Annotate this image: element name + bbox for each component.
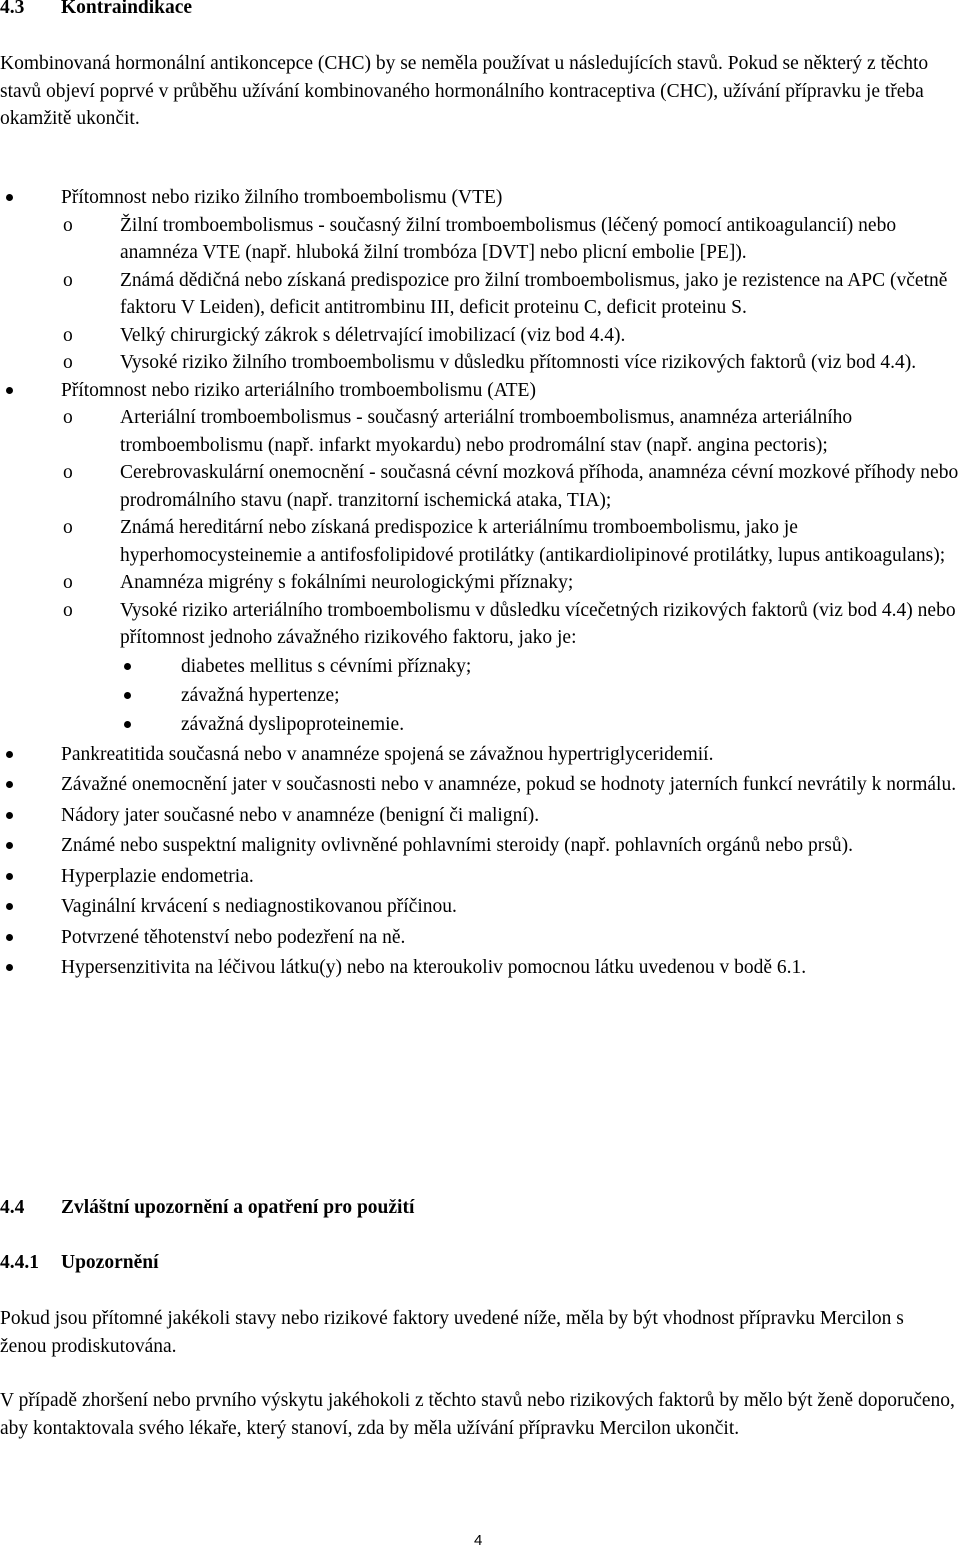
sublist-item [0, 597, 960, 739]
bullet-icon [6, 964, 13, 971]
page-number: 4 [474, 1532, 483, 1549]
sublist-item [0, 459, 960, 514]
list-item [0, 832, 960, 860]
sublist-item-text: Vysoké riziko arteriálního tromboembolismu v důsledku vícečetných rizikových faktorů (viz bod 4.4) nebo přítomnost jednoho závažného rizikového faktoru, jako je: [120, 599, 956, 648]
sublist-item [0, 322, 960, 350]
bullet-icon [6, 842, 13, 849]
sublist-item-text: Velký chirurgický zákrok s déletrvající imobilizací (viz bod 4.4). [120, 324, 626, 346]
circle-bullet-icon: o [63, 407, 73, 428]
section-title: Kontraindikace [61, 0, 193, 18]
list-item-ate [0, 377, 960, 739]
contraindication-list [0, 184, 960, 982]
section-number: 4.4 [0, 1197, 25, 1218]
sublist-item [0, 349, 960, 377]
bullet-icon [124, 692, 131, 699]
sub-sublist-item [0, 710, 960, 739]
list-item-vte [0, 184, 960, 377]
circle-bullet-icon: o [63, 572, 73, 593]
list-item [0, 863, 960, 891]
list-item [0, 771, 960, 799]
section-title: Zvláštní upozornění a opatření pro použití [61, 1197, 415, 1218]
list-item [0, 893, 960, 921]
list-item-text: Pankreatitida současná nebo v anamnéze spojená se závažnou hypertriglyceridemií. [61, 743, 714, 765]
list-item [0, 954, 960, 982]
bullet-icon [6, 387, 13, 394]
sub-sublist-item-text: závažná dyslipoproteinemie. [181, 713, 405, 735]
list-item-text: Hypersenzitivita na léčivou látku(y) nebo na kteroukoliv pomocnou látku uvedenou v bodě 6.1. [61, 957, 807, 978]
list-item-text: Vaginální krvácení s nediagnostikovanou příčinou. [61, 896, 457, 917]
sublist-item-text: Žilní tromboembolismus - současný žilní tromboembolismus (léčený pomocí antikoagulancií) nebo anamnéza VTE (např. hluboká žilní trombóza [DVT] nebo plicní embolie [PE]). [120, 214, 897, 263]
section-heading-4-3 [0, 0, 192, 19]
bullet-icon [6, 751, 13, 758]
circle-bullet-icon: o [63, 269, 73, 291]
list-item-text: Potvrzené těhotenství nebo podezření na ně. [61, 926, 406, 948]
paragraph-warning-1: Pokud jsou přítomné jakékoli stavy nebo rizikové faktory uvedené níže, měla by být vhodnost přípravku Mercilon s ženou prodiskutována. [0, 1308, 904, 1357]
list-item-text: Závažné onemocnění jater v současnosti nebo v anamnéze, pokud se hodnoty jaterních funkcí nevrátily k normálu. [61, 774, 957, 795]
list-item-text: Přítomnost nebo riziko arteriálního tromboembolismu (ATE) [61, 379, 536, 401]
vte-sublist [61, 212, 960, 377]
sub-sublist-item [0, 681, 960, 710]
list-item-text: Známé nebo suspektní malignity ovlivněné pohlavními steroidy (např. pohlavních orgánů nebo prsů). [61, 835, 853, 856]
bullet-icon [6, 781, 13, 788]
section-number: 4.4.1 [0, 1252, 39, 1273]
section-heading-4-4 [0, 1197, 414, 1219]
bullet-icon [6, 873, 13, 880]
sublist-item-text: Známá dědičná nebo získaná predispozice pro žilní tromboembolismus, jako je rezistence na APC (včetně faktoru V Leiden), deficit antitrombinu III, deficit proteinu C, deficit proteinu S. [120, 269, 948, 318]
circle-bullet-icon: o [63, 352, 73, 373]
section-title: Upozornění [61, 1252, 159, 1273]
sublist-item [0, 267, 960, 322]
list-item-text: Přítomnost nebo riziko žilního tromboembolismu (VTE) [61, 187, 503, 208]
sub-sublist-item-text: závažná hypertenze; [181, 684, 340, 706]
bullet-icon [124, 663, 131, 670]
sublist-item-text: Anamnéza migrény s fokálními neurologickými příznaky; [120, 572, 574, 593]
sublist-item-text: Vysoké riziko žilního tromboembolismu v důsledku přítomnosti více rizikových faktorů (viz bod 4.4). [120, 352, 917, 373]
list-item-text: Nádory jater současné nebo v anamnéze (benigní či maligní). [61, 804, 540, 826]
risk-factor-sublist [120, 652, 960, 739]
bullet-icon [6, 934, 13, 941]
sub-sublist-item [0, 652, 960, 681]
sub-sublist-item-text: diabetes mellitus s cévními příznaky; [181, 655, 472, 677]
circle-bullet-icon: o [63, 214, 73, 236]
bullet-icon [6, 812, 13, 819]
circle-bullet-icon: o [63, 517, 73, 538]
circle-bullet-icon: o [63, 462, 73, 483]
sublist-item-text: Známá hereditární nebo získaná predispozice k arteriálnímu tromboembolismu, jako je hyperhomocysteinemie a antifosfolipidové protilátky (antikardiolipinové protilátky, lupus antikoagulans); [120, 517, 946, 566]
intro-paragraph: Kombinovaná hormonální antikoncepce (CHC) by se neměla používat u následujících stavů. Pokud se některý z těchto stavů objeví poprvé v průběhu užívání kombinovaného hormonálního kontraceptiva (CHC), užívání přípravku je třeba okamžitě ukončit. [0, 53, 929, 129]
sublist-item [0, 404, 960, 459]
sublist-item [0, 212, 960, 267]
sublist-item-text: Cerebrovaskulární onemocnění - současná cévní mozková příhoda, anamnéza cévní mozkové příhody nebo prodromálního stavu (např. tranzitorní ischemická ataka, TIA); [120, 462, 959, 511]
section-heading-4-4-1 [0, 1252, 159, 1274]
list-item [0, 924, 960, 952]
sublist-item-text: Arteriální tromboembolismus - současný arteriální tromboembolismus, anamnéza arteriálního tromboembolismu (např. infarkt myokardu) nebo prodromální stav (např. angina pectoris); [120, 407, 853, 456]
section-number: 4.3 [0, 0, 25, 18]
list-item [0, 741, 960, 769]
circle-bullet-icon: o [63, 599, 73, 621]
list-item [0, 802, 960, 830]
bullet-icon [124, 721, 131, 728]
list-item-text: Hyperplazie endometria. [61, 865, 254, 887]
paragraph-warning-2: V případě zhoršení nebo prvního výskytu jakéhokoli z těchto stavů nebo rizikových faktorů by mělo být ženě doporučeno, aby kontaktovala svého lékaře, který stanoví, zda by měla užívání přípravku Mercilon ukončit. [0, 1390, 955, 1439]
sublist-item [0, 514, 960, 569]
circle-bullet-icon: o [63, 324, 73, 346]
bullet-icon [6, 194, 13, 201]
ate-sublist [61, 404, 960, 739]
bullet-icon [6, 903, 13, 910]
sublist-item [0, 569, 960, 597]
